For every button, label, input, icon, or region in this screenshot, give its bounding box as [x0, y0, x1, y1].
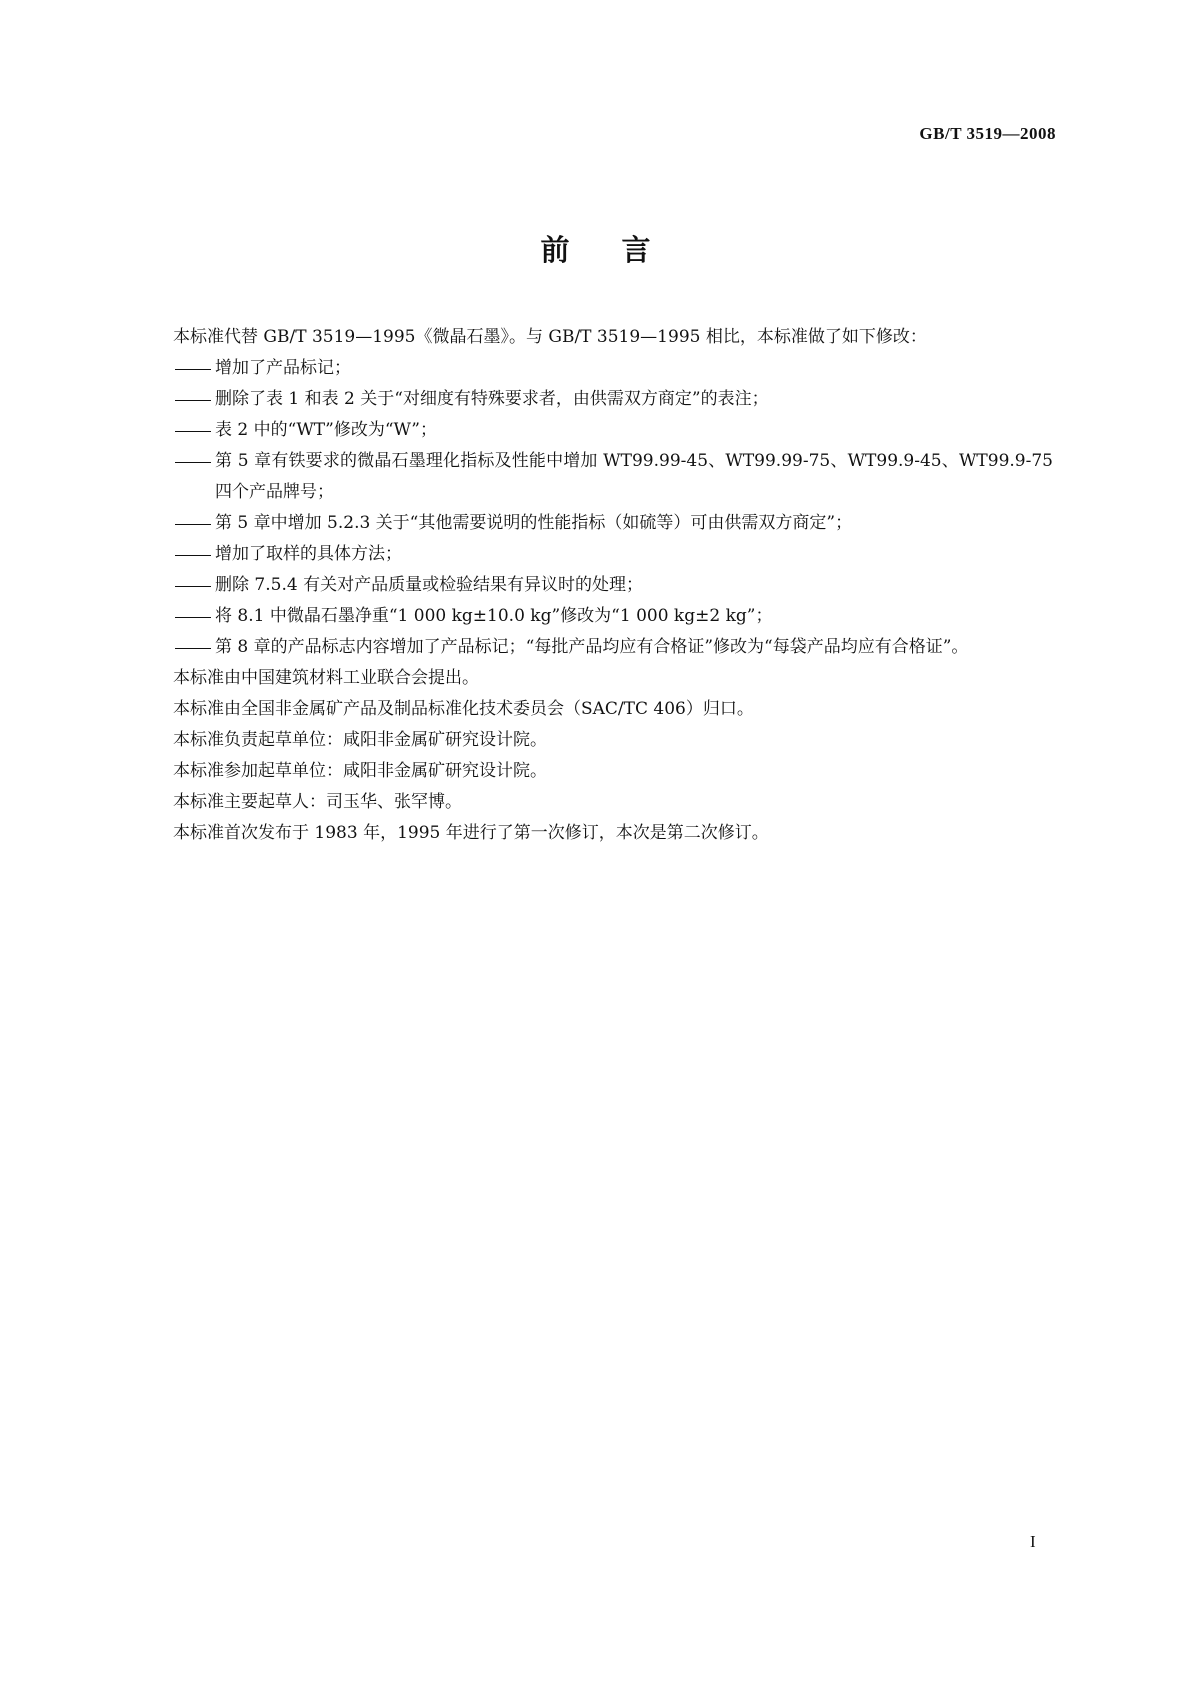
change-item-text: 增加了产品标记； [215, 358, 351, 378]
change-item-text: 增加了取样的具体方法； [215, 544, 402, 564]
intro-paragraph: 本标准代替 GB/T 3519—1995《微晶石墨》。与 GB/T 3519—1995 相比，本标准做了如下修改： [173, 327, 927, 347]
change-item-text: 第 5 章中增加 5.2.3 关于“其他需要说明的性能指标（如硫等）可由供需双方商定”； [215, 513, 853, 533]
change-item [173, 508, 1053, 539]
change-item [173, 601, 1053, 632]
change-item [173, 353, 1053, 384]
change-item-text: 表 2 中的“WT”修改为“W”； [215, 420, 437, 440]
statement-committee: 本标准由全国非金属矿产品及制品标准化技术委员会（SAC/TC 406）归口。 [173, 699, 754, 719]
change-item [173, 446, 1053, 508]
standard-code: GB/T 3519—2008 [919, 124, 1056, 143]
statement-participating-drafter: 本标准参加起草单位：咸阳非金属矿研究设计院。 [173, 761, 547, 781]
statement-main-drafters: 本标准主要起草人：司玉华、张罕博。 [173, 792, 462, 812]
statement-lead-drafter: 本标准负责起草单位：咸阳非金属矿研究设计院。 [173, 730, 547, 750]
change-item [173, 415, 1053, 446]
change-item [173, 570, 1053, 601]
statement-history: 本标准首次发布于 1983 年，1995 年进行了第一次修订，本次是第二次修订。 [173, 823, 769, 843]
page-number: I [1030, 1532, 1036, 1551]
change-item-text: 第 5 章有铁要求的微晶石墨理化指标及性能中增加 WT99.99-45、WT99.99-75、WT99.9-45、WT99.9-75 四个产品牌号； [215, 451, 1053, 502]
change-list [173, 353, 1053, 663]
foreword-body [173, 322, 1053, 849]
change-item [173, 384, 1053, 415]
statement-proposer: 本标准由中国建筑材料工业联合会提出。 [173, 668, 479, 688]
change-item [173, 632, 1053, 663]
change-item-text: 删除 7.5.4 有关对产品质量或检验结果有异议时的处理； [215, 575, 644, 595]
change-item [173, 539, 1053, 570]
change-item-text: 将 8.1 中微晶石墨净重“1 000 kg±10.0 kg”修改为“1 000 kg±2 kg”； [215, 606, 773, 626]
page-title: 前言 [540, 233, 703, 267]
change-item-text: 第 8 章的产品标志内容增加了产品标记；“每批产品均应有合格证”修改为“每袋产品均应有合格证”。 [215, 637, 969, 657]
change-item-text: 删除了表 1 和表 2 关于“对细度有特殊要求者，由供需双方商定”的表注； [215, 389, 769, 409]
